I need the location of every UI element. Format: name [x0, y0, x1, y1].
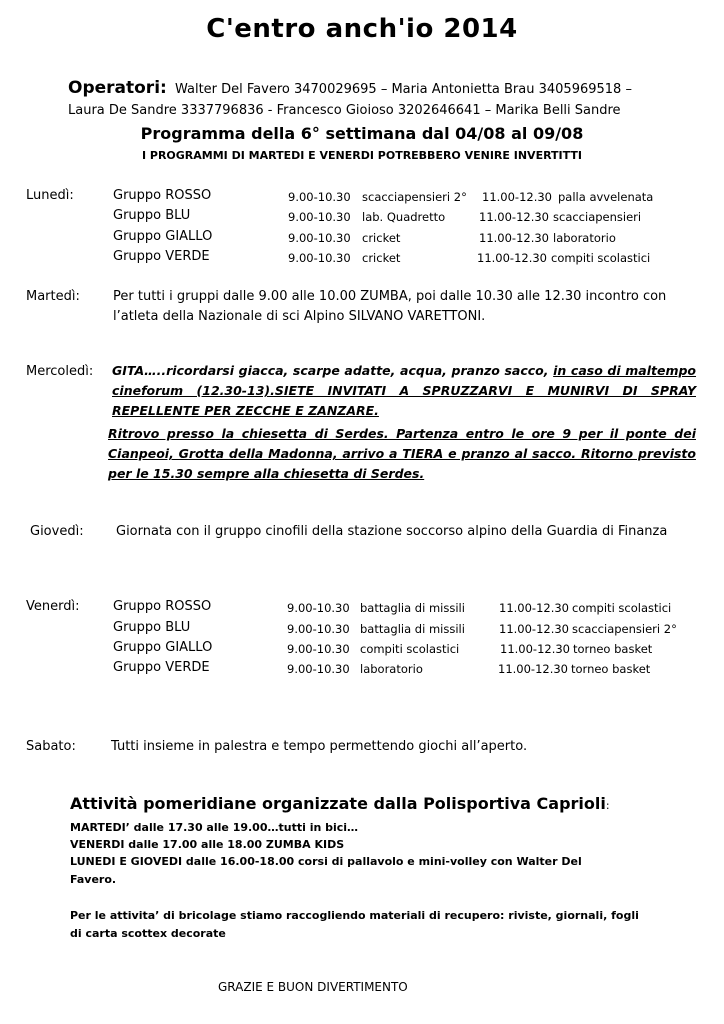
activity-1: battaglia di missili [360, 601, 465, 615]
group-name: Gruppo VERDE [113, 249, 210, 264]
activity-2: scacciapensieri 2° [572, 622, 677, 636]
bricolage-note-1: Per le attivita’ di bricolage stiamo raccogliendo materiali di recupero: riviste, giornali, fogli [70, 909, 639, 922]
trip-reminder: GITA…..ricordarsi giacca, scarpe adatte, acqua, pranzo sacco, [112, 363, 549, 378]
time-2: 11.00-12.30 [479, 210, 549, 224]
monday-label: Lunedì: [26, 188, 74, 203]
afternoon-line: Favero. [70, 873, 117, 886]
group-name: Gruppo GIALLO [113, 640, 213, 655]
activity-1: compiti scolastici [360, 642, 460, 656]
time-1: 9.00-10.30 [287, 601, 350, 615]
wednesday-meeting-point: Ritrovo presso la chiesetta di Serdes. Partenza entro le ore 9 per il ponte dei Cianpeoi, Grotta della Madonna, arrivo a TIERA e pranzo al sacco. Ritorno previsto per le 15.30 sempre alla chiesetta di Serdes. [108, 426, 696, 481]
closing-text: GRAZIE E BUON DIVERTIMENTO [218, 980, 408, 994]
bricolage-note-2: di carta scottex decorate [70, 927, 226, 940]
group-name: Gruppo GIALLO [113, 229, 213, 244]
activity-2: compiti scolastici [572, 601, 672, 615]
saturday-label: Sabato: [26, 739, 76, 754]
time-1: 9.00-10.30 [288, 251, 351, 265]
operators-line-1 [68, 78, 632, 98]
time-1: 9.00-10.30 [288, 210, 351, 224]
activity-1: cricket [362, 251, 401, 265]
time-1: 9.00-10.30 [287, 642, 350, 656]
tuesday-text-1: Per tutti i gruppi dalle 9.00 alle 10.00 ZUMBA, poi dalle 10.30 alle 12.30 incontro con [113, 289, 667, 304]
tuesday-label: Martedì: [26, 289, 80, 304]
activity-2: compiti scolastici [551, 251, 651, 265]
time-1: 9.00-10.30 [288, 231, 351, 245]
group-name: Gruppo ROSSO [113, 188, 212, 203]
friday-label: Venerdì: [26, 599, 80, 614]
page-title: C'entro anch'io 2014 [206, 14, 518, 44]
programme-heading: Programma della 6° settimana dal 04/08 al 09/08 [140, 124, 584, 143]
activity-1: cricket [362, 231, 401, 245]
afternoon-line: MARTEDI’ dalle 17.30 alle 19.00…tutti in bici… [70, 821, 359, 834]
group-name: Gruppo BLU [113, 208, 191, 223]
afternoon-title: Attività pomeridiane organizzate dalla Polisportiva Caprioli [70, 794, 606, 813]
activity-1: battaglia di missili [360, 622, 465, 636]
afternoon-title-suffix: : [605, 799, 610, 812]
activity-2: laboratorio [553, 231, 616, 245]
time-2: 11.00-12.30 [479, 231, 549, 245]
notice: I PROGRAMMI DI MARTEDI E VENERDI POTREBBERO VENIRE INVERTITTI [141, 149, 583, 162]
group-name: Gruppo VERDE [113, 660, 210, 675]
group-name: Gruppo ROSSO [113, 599, 212, 614]
activity-1: scacciapensieri 2° [362, 190, 467, 204]
bad-weather-notice: in caso di maltempo cineforum (12.30-13).SIETE INVITATI A SPRUZZARVI E MUNIRVI DI SPRAY REPELLENTE PER ZECCHE E ZANZARE. [112, 363, 697, 418]
time-2: 11.00-12.30 [500, 642, 570, 656]
time-2: 11.00-12.30 [499, 601, 569, 615]
time-2: 11.00-12.30 [498, 662, 568, 676]
group-name: Gruppo BLU [113, 620, 191, 635]
time-1: 9.00-10.30 [287, 662, 350, 676]
thursday-text: Giornata con il gruppo cinofili della stazione soccorso alpino della Guardia di Finanza [116, 524, 668, 539]
time-1: 9.00-10.30 [287, 622, 350, 636]
activity-2: palla avvelenata [558, 190, 654, 204]
tuesday-text-2: l’atleta della Nazionale di sci Alpino SILVANO VARETTONI. [113, 309, 486, 324]
time-2: 11.00-12.30 [499, 622, 569, 636]
afternoon-heading [70, 794, 610, 813]
thursday-label: Giovedì: [30, 524, 84, 539]
time-1: 9.00-10.30 [288, 190, 351, 204]
activity-2: scacciapensieri [553, 210, 642, 224]
time-2: 11.00-12.30 [482, 190, 552, 204]
activity-1: lab. Quadretto [362, 210, 446, 224]
saturday-text: Tutti insieme in palestra e tempo permettendo giochi all’aperto. [111, 739, 528, 754]
operators-label: Operatori: [68, 78, 167, 98]
operators-line-2: Laura De Sandre 3337796836 - Francesco Gioioso 3202646641 – Marika Belli Sandre [68, 103, 621, 118]
time-2: 11.00-12.30 [477, 251, 547, 265]
operators-names-1: Walter Del Favero 3470029695 – Maria Antonietta Brau 3405969518 – [174, 82, 632, 97]
afternoon-line: VENERDI dalle 17.00 alle 18.00 ZUMBA KIDS [70, 838, 345, 851]
afternoon-line: LUNEDI E GIOVEDI dalle 16.00-18.00 corsi di pallavolo e mini-volley con Walter Del [70, 855, 582, 868]
activity-2: torneo basket [571, 662, 651, 676]
activity-1: laboratorio [360, 662, 423, 676]
activity-2: torneo basket [573, 642, 653, 656]
wednesday-label: Mercoledì: [26, 364, 94, 379]
wednesday-trip-info [112, 361, 696, 421]
